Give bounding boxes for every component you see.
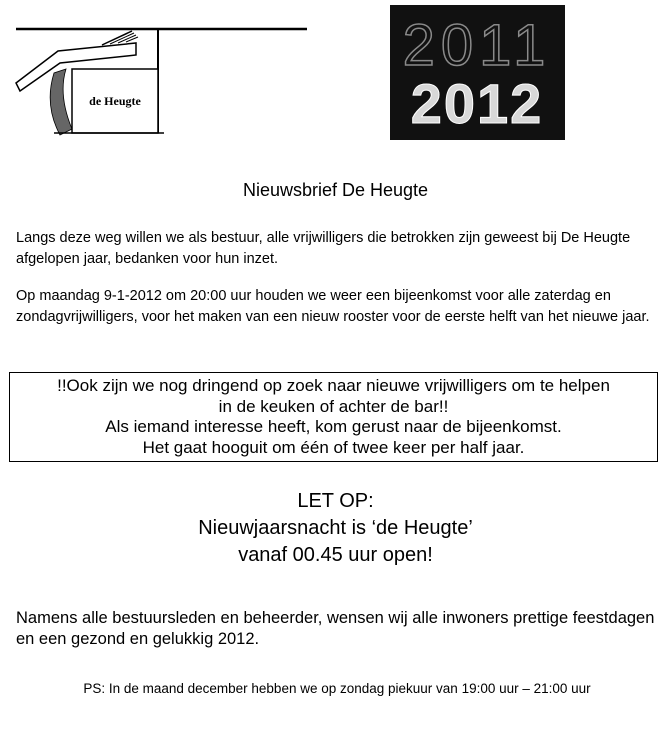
newsletter-title: Nieuwsbrief De Heugte [242, 180, 429, 200]
svg-text:2012: 2012 [410, 72, 544, 135]
de-heugte-logo [14, 25, 309, 143]
callout-line: Als iemand interesse heeft, kom gerust naar de bijeenkomst. [105, 417, 562, 436]
holiday-greeting: Namens alle bestuursleden en beheerder, wensen wij alle inwoners prettige feestdagen en een gezond en gelukkig 2012. [16, 609, 655, 648]
year-badge-2011-2012 [390, 5, 565, 140]
volunteers-wanted-box [9, 372, 658, 462]
callout-line: Het gaat hooguit om één of twee keer per half jaar. [142, 437, 525, 457]
new-year-notice [0, 488, 671, 569]
notice-line: vanaf 00.45 uur open! [238, 544, 433, 566]
svg-text:2011: 2011 [402, 13, 552, 78]
callout-line: !!Ook zijn we nog dringend op zoek naar nieuwe vrijwilligers om te helpen [57, 376, 610, 395]
meeting-paragraph: Op maandag 9-1-2012 om 20:00 uur houden we weer een bijeenkomst voor alle zaterdag en zondagvrijwilligers, voor het maken van een nieuw rooster voor de eerste helft van het nieuwe jaar. [16, 288, 650, 325]
building-icon [14, 25, 309, 143]
callout-line: in de keuken of achter de bar!! [218, 396, 449, 416]
postscript: PS: In de maand december hebben we op zondag piekuur van 19:00 uur – 21:00 uur [83, 681, 591, 696]
notice-heading: LET OP: [297, 490, 374, 512]
year-graphic [390, 5, 565, 140]
notice-line: Nieuwjaarsnacht is ‘de Heugte’ [198, 517, 473, 539]
svg-text:de Heugte: de Heugte [89, 94, 141, 108]
thanks-paragraph: Langs deze weg willen we als bestuur, alle vrijwilligers die betrokken zijn geweest bij De Heugte afgelopen jaar, bedanken voor hun inzet. [16, 230, 631, 267]
